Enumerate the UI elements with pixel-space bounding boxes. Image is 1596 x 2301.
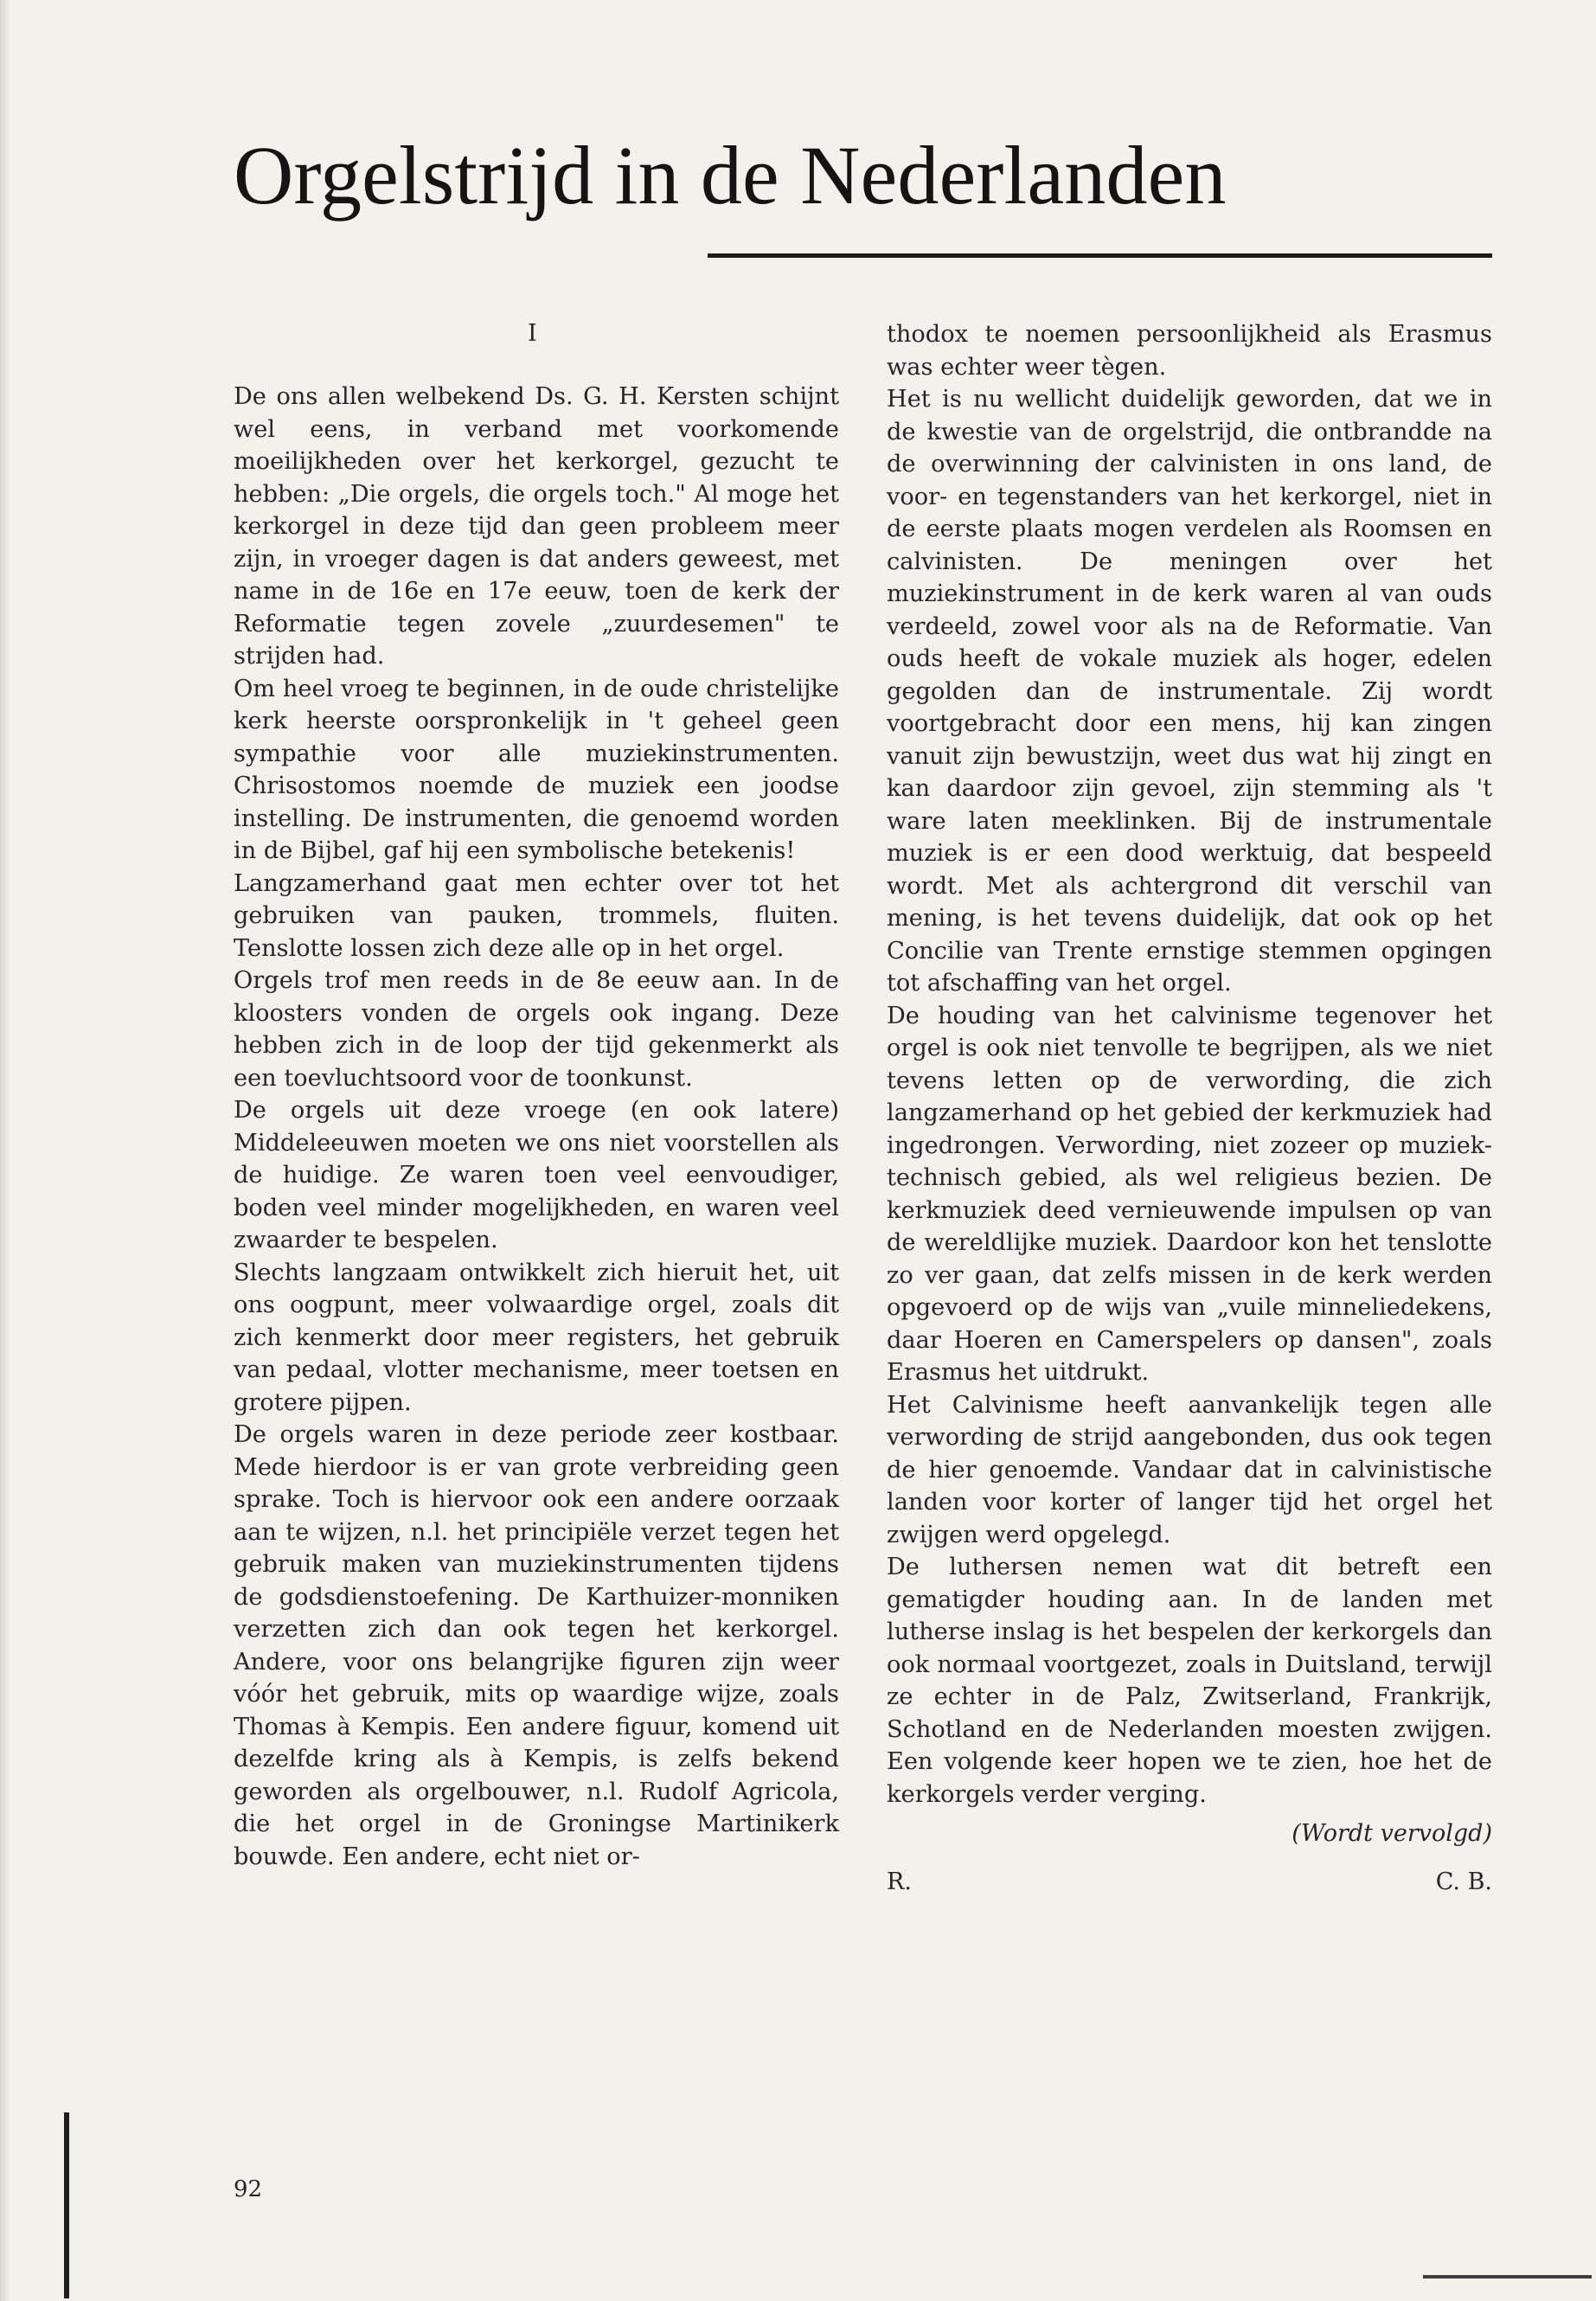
- paragraph: Slechts langzaam ontwikkelt zich hieruit het, uit ons oogpunt, meer volwaardige orgel, zoals dit zich kenmerkt door meer registers, het gebruik van pedaal, vlotter mechanisme, meer toetsen en grotere pijpen.: [234, 1259, 839, 1416]
- author-initial-left: R.: [887, 1868, 912, 1895]
- paragraph: De orgels waren in deze periode zeer kostbaar. Mede hierdoor is er van grote verbreiding geen sprake. Toch is hiervoor ook een andere oorzaak aan te wijzen, n.l. het principiële verzet tegen het gebruik maken van muziekinstrumenten tijdens de godsdienstoefening. De Karthuizer-monniken verzetten zich dan ook tegen het kerkorgel. Andere, voor ons belangrijke figuren zijn weer vóór het gebruik, mits op waardige wijze, zoals Thomas à Kempis. Een andere figuur, komend uit dezelfde kring als à Kempis, is zelfs bekend geworden als orgelbouwer, n.l. Rudolf Agricola, die het orgel in de Groningse Martinikerk bouwde. Een andere, echt niet or-: [234, 1421, 839, 1870]
- paragraph: Langzamerhand gaat men echter over tot het gebruiken van pauken, trommels, fluiten. Tenslotte lossen zich deze alle op in het orgel.: [234, 869, 839, 962]
- continuation-note: (Wordt vervolgd): [1292, 1820, 1492, 1847]
- author-initial-right: C. B.: [1435, 1868, 1492, 1895]
- paragraph: De orgels uit deze vroege (en ook latere) Middeleeuwen moeten we ons niet voorstellen als de huidige. Ze waren toen veel eenvoudiger, boden veel minder mogelijkheden, en waren veel zwaarder te bespelen.: [234, 1097, 839, 1253]
- paragraph: De ons allen welbekend Ds. G. H. Kersten schijnt wel eens, in verband met voorkomende moeilijkheden over het kerkorgel, gezucht te hebben: „Die orgels, die orgels toch." Al moge het kerkorgel in deze tijd dan geen probleem meer zijn, in vroeger dagen is dat anders geweest, met name in de 16e en 17e eeuw, toen de kerk der Reformatie tegen zovele „zuurdesemen" te strijden had.: [234, 383, 839, 670]
- author-initials-row: [887, 1866, 1492, 1899]
- page-edge: [0, 0, 10, 2301]
- title-divider: [708, 253, 1492, 258]
- paragraph: Om heel vroeg te beginnen, in de oude christelijke kerk heerste oorspronkelijk in 't geheel geen sympathie voor alle muziekinstrumenten. Chrisostomos noemde de muziek een joodse instelling. De instrumenten, die genoemd worden in de Bijbel, gaf hij een symbolische betekenis!: [234, 675, 839, 864]
- paragraph: Het is nu wellicht duidelijk geworden, dat we in de kwestie van de orgelstrijd, die ontbrandde na de overwinning der calvinisten in ons land, de voor- en tegenstanders van het kerkorgel, niet in de eerste plaats mogen verdelen als Roomsen en calvinisten. De meningen over het muziekinstrument in de kerk waren al van ouds verdeeld, zowel voor als na de Reformatie. Van ouds heeft de vokale muziek als hoger, edelen gegolden dan de instrumentale. Zij wordt voortgebracht door een mens, hij kan zingen vanuit zijn bewustzijn, weet dus wat hij zingt en kan daardoor zijn gevoel, zijn stemming als 't ware laten meeklinken. Bij de instrumentale muziek is er een dood werktuig, dat bespeeld wordt. Met als achtergrond dit verschil van mening, is het tevens duidelijk, dat ook op het Concilie van Trente ernstige stemmen opgingen tot afschaffing van het orgel.: [887, 386, 1492, 997]
- article-title: Orgelstrijd in de Nederlanden: [234, 129, 1227, 221]
- paragraph: De houding van het calvinisme tegenover het orgel is ook niet tenvolle te begrijpen, als we niet tevens letten op de verwording, die zich langzamerhand op het gebied der kerkmuziek had ingedrongen. Verwording, niet zozeer op muziek-technisch gebied, als wel religieus bezien. De kerkmuziek deed vernieuwende impulsen op van de wereldlijke muziek. Daardoor kon het tenslotte zo ver gaan, dat zelfs missen in de kerk werden opgevoerd op de wijs van „vuile minneliedekens, daar Hoeren en Camerspelers op dansen", zoals Erasmus het uitdrukt.: [887, 1002, 1492, 1386]
- paragraph: De luthersen nemen wat dit betreft een gematigder houding aan. In de landen met lutherse inslag is het bespelen der kerkorgels dan ook normaal voortgezet, zoals in Duitsland, terwijl ze echter in de Palz, Zwitserland, Frankrijk, Schotland en de Nederlanden moesten zwijgen. Een volgende keer hopen we te zien, hoe het de kerkorgels verder verging.: [887, 1554, 1492, 1808]
- section-number: I: [528, 320, 537, 347]
- paragraph: thodox te noemen persoonlijkheid als Erasmus was echter weer tègen.: [887, 321, 1492, 381]
- footer-rule: [1423, 2275, 1592, 2279]
- right-text-column: [887, 318, 1492, 1898]
- binding-edge-mark: [64, 2112, 69, 2298]
- paragraph: Orgels trof men reeds in de 8e eeuw aan. In de kloosters vonden de orgels ook ingang. Deze hebben zich in de loop der tijd gekenmerkt als een toevluchtsoord voor de toonkunst.: [234, 967, 839, 1092]
- page-number: 92: [234, 2176, 263, 2202]
- paragraph: Het Calvinisme heeft aanvankelijk tegen alle verwording de strijd aangebonden, dus ook tegen de hier genoemde. Vandaar dat in calvinistische landen voor korter of langer tijd het orgel het zwijgen werd opgelegd.: [887, 1391, 1492, 1548]
- left-text-column: [234, 381, 839, 1873]
